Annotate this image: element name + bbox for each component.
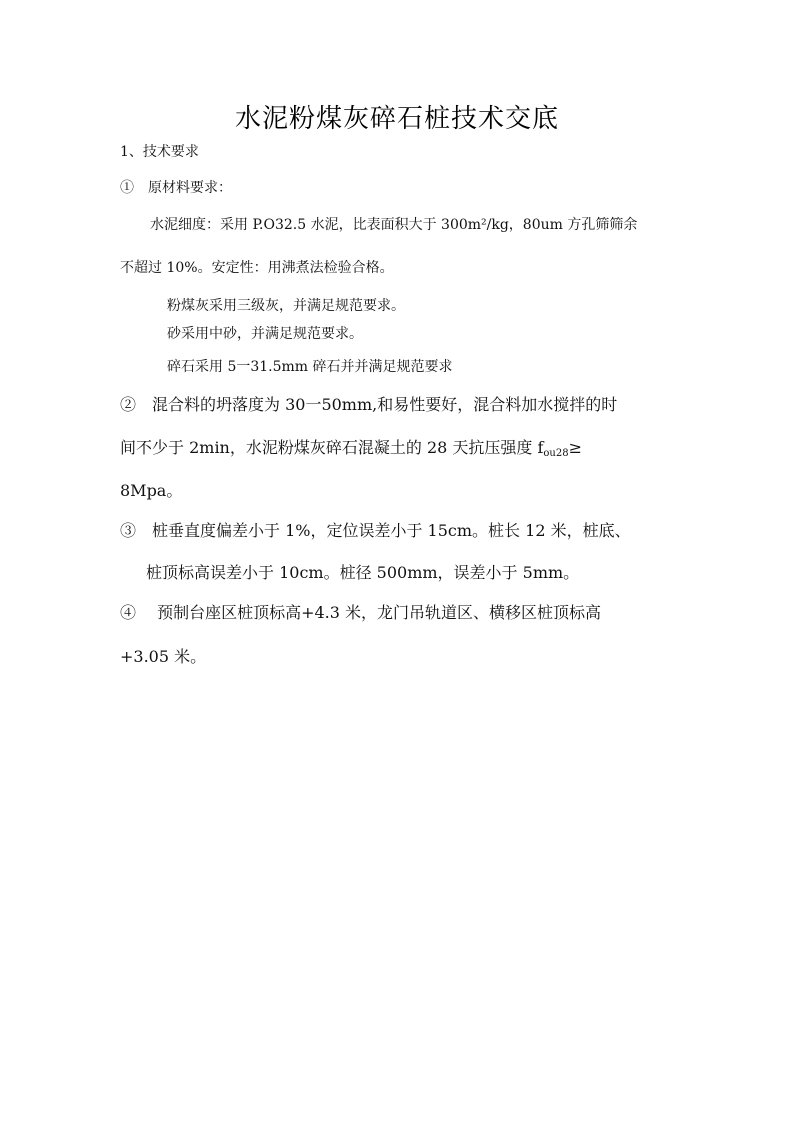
flyash-requirement: 粉煤灰采用三级灰，并满足规范要求。 [167,298,405,314]
gravel-requirement: 碎石采用 5一31.5mm 碎石并并满足规范要求 [167,359,453,375]
item2-line-2-text: 间不少于 2min，水泥粉煤灰碎石混凝土的 28 天抗压强度 f [120,438,544,457]
sand-requirement: 砂采用中砂，并满足规范要求。 [167,326,363,342]
item4-line-2: +3.05 米。 [120,647,207,666]
item2-line-2-symbol: ≥ [568,438,582,457]
item4-line-1: ④ 预制台座区桩顶标高+4.3 米，龙门吊轨道区、横移区桩顶标高 [120,603,602,622]
item3-line-2: 桩顶标高误差小于 10cm。桩径 500mm，误差小于 5mm。 [146,563,580,582]
cement-line-2: 不超过 10%。安定性：用沸煮法检验合格。 [120,260,394,276]
item2-line-2 [120,435,582,459]
document-title: 水泥粉煤灰碎石桩技术交底 [234,104,559,134]
item3-line-1: ③ 桩垂直度偏差小于 1%，定位误差小于 15cm。桩长 12 米，桩底、 [120,521,631,540]
strength-subscript: ou28 [543,448,569,459]
section1-heading: 1、技术要求 [120,144,199,160]
item2-line-1: ② 混合料的坍落度为 30一50mm,和易性要好，混合料加水搅拌的时 [120,395,618,414]
item2-line-3: 8Mpa。 [120,481,183,500]
cement-line-1: 水泥细度：采用 P.O32.5 水泥，比表面积大于 300m²/kg，80um 方孔筛筛余 [150,217,638,233]
item1-heading: ① 原材料要求： [120,180,232,196]
